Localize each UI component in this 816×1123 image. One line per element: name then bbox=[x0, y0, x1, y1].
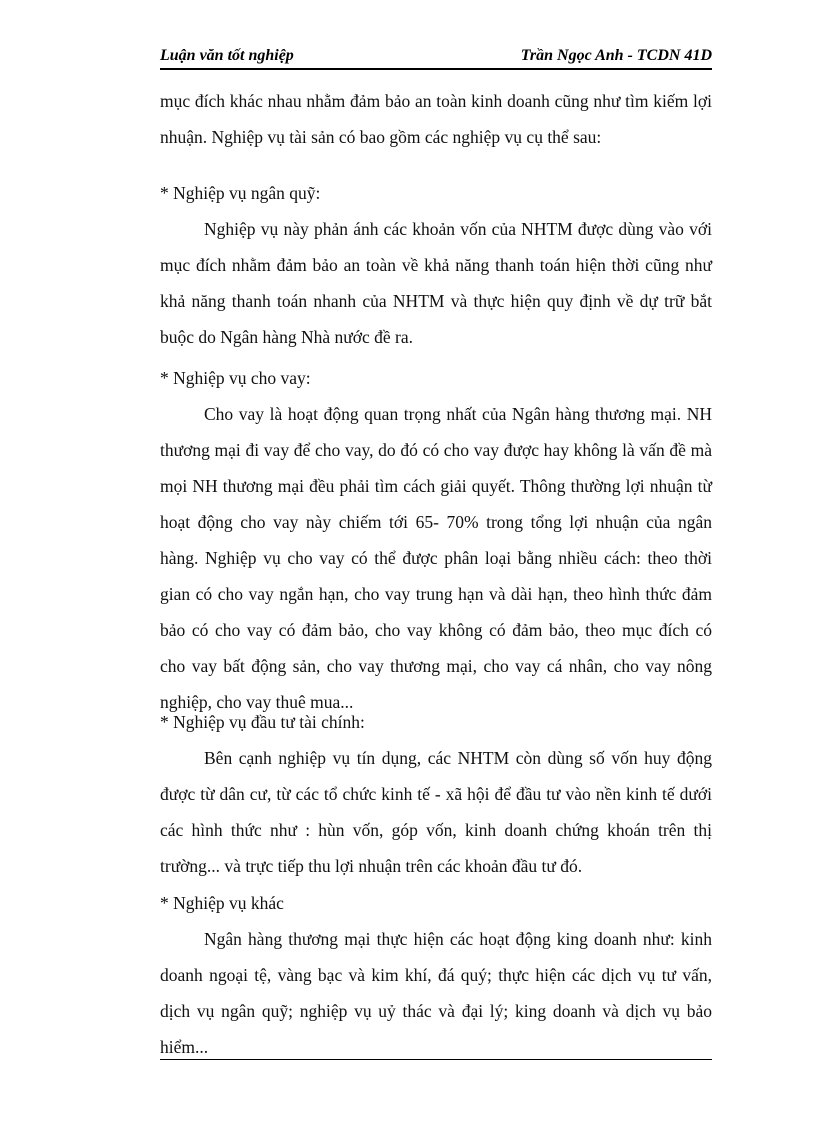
section-lending bbox=[160, 360, 712, 720]
paragraph-line: cho vay bất động sản, cho vay thương mại, cho vay cá nhân, cho vay nông bbox=[160, 656, 712, 676]
paragraph-line: Bên cạnh nghiệp vụ tín dụng, các NHTM còn dùng số vốn huy động bbox=[204, 748, 712, 768]
section-other bbox=[160, 885, 712, 1065]
header-author: Trần Ngọc Anh - TCDN 41D bbox=[520, 47, 712, 64]
section-investment bbox=[160, 704, 712, 884]
paragraph-line: buộc do Ngân hàng Nhà nước đề ra. bbox=[160, 327, 413, 347]
section-heading: * Nghiệp vụ cho vay: bbox=[160, 368, 311, 388]
paragraph-line: hàng. Nghiệp vụ cho vay có thể được phân loại bằng nhiều cách: theo thời bbox=[160, 548, 712, 568]
paragraph-line: nghiệp, cho vay thuê mua... bbox=[160, 692, 354, 712]
paragraph-line: mọi NH thương mại đều phải tìm cách giải quyết. Thông thường lợi nhuận từ bbox=[160, 476, 712, 496]
footer-divider bbox=[160, 1059, 712, 1060]
intro-paragraph bbox=[160, 83, 712, 155]
paragraph-line: bảo có cho vay có đảm bảo, cho vay không có đảm bảo, theo mục đích có bbox=[160, 620, 712, 640]
intro-line: nhuận. Nghiệp vụ tài sản có bao gồm các nghiệp vụ cụ thể sau: bbox=[160, 127, 602, 147]
section-heading: * Nghiệp vụ đầu tư tài chính: bbox=[160, 712, 365, 732]
section-heading: * Nghiệp vụ ngân quỹ: bbox=[160, 183, 321, 203]
paragraph-line: doanh ngoại tệ, vàng bạc và kim khí, đá quý; thực hiện các dịch vụ tư vấn, bbox=[160, 965, 712, 985]
paragraph-line: Ngân hàng thương mại thực hiện các hoạt động king doanh như: kinh bbox=[204, 929, 712, 949]
paragraph-line: thương mại đi vay để cho vay, do đó có cho vay được hay không là vấn đề mà bbox=[160, 440, 712, 460]
paragraph-line: dịch vụ ngân quỹ; nghiệp vụ uỷ thác và đại lý; king doanh và dịch vụ bảo bbox=[160, 1001, 712, 1021]
paragraph-line: hiểm... bbox=[160, 1037, 209, 1057]
paragraph-line: trường... và trực tiếp thu lợi nhuận trên các khoản đầu tư đó. bbox=[160, 856, 583, 876]
paragraph-line: Nghiệp vụ này phản ánh các khoản vốn của NHTM được dùng vào với bbox=[204, 219, 712, 239]
page-header bbox=[160, 44, 712, 70]
paragraph-line: hoạt động cho vay này chiếm tới 65- 70% trong tổng lợi nhuận của ngân bbox=[160, 512, 712, 532]
paragraph-line: khả năng thanh toán nhanh của NHTM và thực hiện quy định về dự trữ bắt bbox=[160, 291, 712, 311]
intro-line: mục đích khác nhau nhằm đảm bảo an toàn kinh doanh cũng như tìm kiếm lợi bbox=[160, 91, 712, 111]
section-treasury bbox=[160, 175, 712, 355]
paragraph-line: Cho vay là hoạt động quan trọng nhất của Ngân hàng thương mại. NH bbox=[204, 404, 712, 424]
paragraph-line: gian có cho vay ngắn hạn, cho vay trung hạn và dài hạn, theo hình thức đảm bbox=[160, 584, 712, 604]
header-thesis-title: Luận văn tốt nghiệp bbox=[160, 47, 294, 64]
header-divider bbox=[160, 68, 712, 70]
paragraph-line: được từ dân cư, từ các tổ chức kinh tế - xã hội để đầu tư vào nền kinh tế dưới bbox=[160, 784, 712, 804]
paragraph-line: các hình thức như : hùn vốn, góp vốn, kinh doanh chứng khoán trên thị bbox=[160, 820, 712, 840]
paragraph-line: mục đích nhằm đảm bảo an toàn về khả năng thanh toán hiện thời cũng như bbox=[160, 255, 712, 275]
section-heading: * Nghiệp vụ khác bbox=[160, 893, 284, 913]
